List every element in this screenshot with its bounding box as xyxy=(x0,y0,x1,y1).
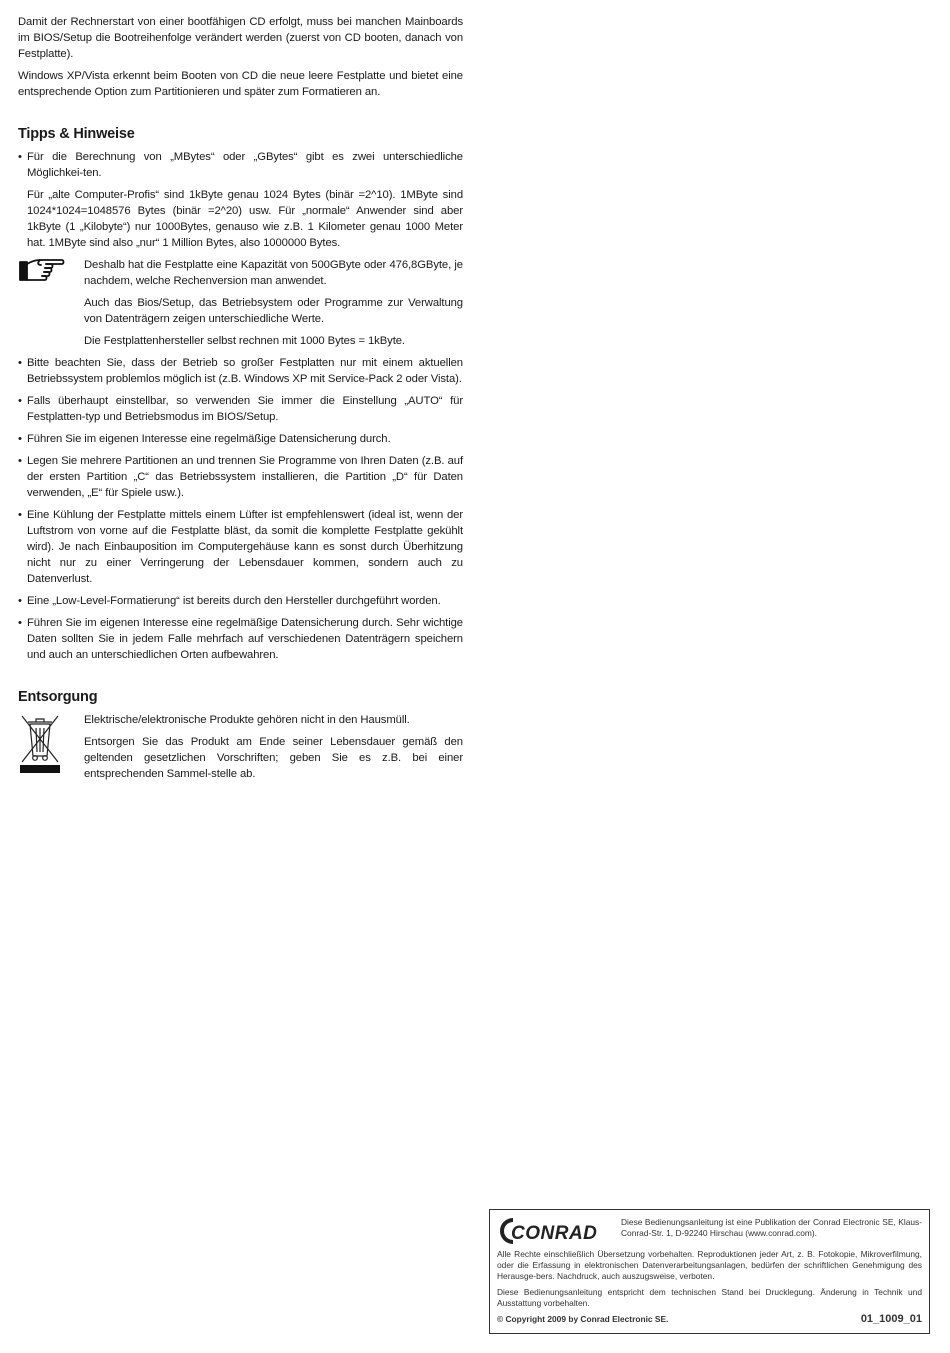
crossed-out-bin-icon xyxy=(18,712,84,788)
imprint-rights: Alle Rechte einschließlich Übersetzung vorbehalten. Reproduktionen jeder Art, z. B. Fotokopie, Mikroverfilmung, oder die Erfassung in elektronischen Datenverarbeitungsanlagen, bedürfen der schriftlichen Genehmigung des Herausge-bers. Nachdruck, auch auszugsweise, verboten. xyxy=(497,1249,922,1281)
note-manufacturer-calculation: Die Festplattenhersteller selbst rechnen mit 1000 Bytes = 1kByte. xyxy=(84,335,405,347)
copyright-notice: © Copyright 2009 by Conrad Electronic SE. xyxy=(497,1314,669,1324)
list-item-partitions: • Legen Sie mehrere Partitionen an und trennen Sie Programme von Ihren Daten (z.B. auf der ersten Partition „C“ das Betriebssystem installieren, die Partition „D“ für Daten verwenden, „E“ für Spiele usw.). xyxy=(18,453,463,501)
note-different-values: Auch das Bios/Setup, das Betriebsystem oder Programme zur Verwaltung von Datenträgern zeigen unterschiedliche Werte. xyxy=(84,297,463,325)
list-item-auto-setting: • Falls überhaupt einstellbar, so verwenden Sie immer die Einstellung „AUTO“ für Festplatten-typ und Betriebsmodus im BIOS/Setup. xyxy=(18,393,463,425)
note-capacity: Deshalb hat die Festplatte eine Kapazität von 500GByte oder 476,8GByte, je nachdem, welche Rechenversion man anwendet. xyxy=(84,259,463,287)
section-heading-tipps: Tipps & Hinweise xyxy=(18,126,135,142)
list-item-backup: • Führen Sie im eigenen Interesse eine regelmäßige Datensicherung durch. xyxy=(18,431,463,447)
imprint-box xyxy=(489,1209,930,1334)
document-code: 01_1009_01 xyxy=(860,1313,922,1325)
list-item-byte-calculation: • Für die Berechnung von „MBytes“ oder „GBytes“ gibt es zwei unterschiedliche Möglichkei-ten. xyxy=(18,149,463,181)
disposal-household-waste: Elektrische/elektronische Produkte gehören nicht in den Hausmüll. xyxy=(84,714,410,726)
disposal-regulations: Entsorgen Sie das Produkt am Ende seiner Lebensdauer gemäß den geltenden gesetzlichen Vorschriften; geben Sie es z.B. bei einer entsprechenden Sammel-stelle ab. xyxy=(84,736,463,780)
list-item-backup-multiple: • Führen Sie im eigenen Interesse eine regelmäßige Datensicherung durch. Sehr wichtige Daten sollten Sie in jedem Falle mehrfach auf verschiedenen Datenträgern speichern und auch an unterschiedlichen Orten aufbewahren. xyxy=(18,615,463,663)
imprint-publisher: Diese Bedienungsanleitung ist eine Publikation der Conrad Electronic SE, Klaus-Conrad-Str. 1, D-92240 Hirschau (www.conrad.com). xyxy=(621,1217,922,1238)
intro-paragraph-boot-order: Damit der Rechnerstart von einer bootfähigen CD erfolgt, muss bei manchen Mainboards im BIOS/Setup die Bootreihenfolge verändert werden (zuerst von CD booten, danach von Festplatte). xyxy=(18,16,463,60)
pointing-hand-icon xyxy=(18,257,84,355)
section-heading-entsorgung: Entsorgung xyxy=(18,689,98,705)
list-item-low-level-format: • Eine „Low-Level-Formatierung“ ist bereits durch den Hersteller durchgeführt worden. xyxy=(18,593,463,609)
list-item-cooling: • Eine Kühlung der Festplatte mittels einem Lüfter ist empfehlenswert (ideal ist, wenn der Luftstrom von vorne auf die Festplatte bläst, da somit die komplette Festplatte gekühlt wird). Je nach Einbauposition im Computergehäuse kann es sonst durch Überhitzung nicht nur zu einer Verringerung der Lebensdauer kommen, sondern auch zu Datenverlust. xyxy=(18,507,463,587)
imprint-technical-status: Diese Bedienungsanleitung entspricht dem technischen Stand bei Drucklegung. Änderung in Technik und Ausstattung vorbehalten. xyxy=(497,1287,922,1308)
note-block xyxy=(18,257,463,355)
disposal-block xyxy=(18,712,463,788)
list-item-byte-explanation: Für „alte Computer-Profis“ sind 1kByte genau 1024 Bytes (binär =2^10). 1MByte sind 1024*1024=1048576 Bytes (binär =2^20) usw. Für „normale“ Anwender sind aber 1kByte (1 „Kilobyte“) nur 1000Bytes, genauso wie z.B. 1 Kilometer genau 1000 Meter hat. 1MByte sind also „nur“ 1 Million Bytes, also 1000000 Bytes. xyxy=(27,189,463,249)
conrad-logo xyxy=(497,1217,615,1245)
main-column xyxy=(18,14,463,788)
logo-text: CONRAD xyxy=(511,1223,598,1244)
list-item-operating-system: • Bitte beachten Sie, dass der Betrieb so großer Festplatten nur mit einem aktuellen Betriebssystem problemlos möglich ist (z.B. Windows XP mit Service-Pack 2 oder Vista). xyxy=(18,355,463,387)
intro-paragraph-partitioning: Windows XP/Vista erkennt beim Booten von CD die neue leere Festplatte und bietet eine entsprechende Option zum Partitionieren und später zum Formatieren an. xyxy=(18,70,463,98)
